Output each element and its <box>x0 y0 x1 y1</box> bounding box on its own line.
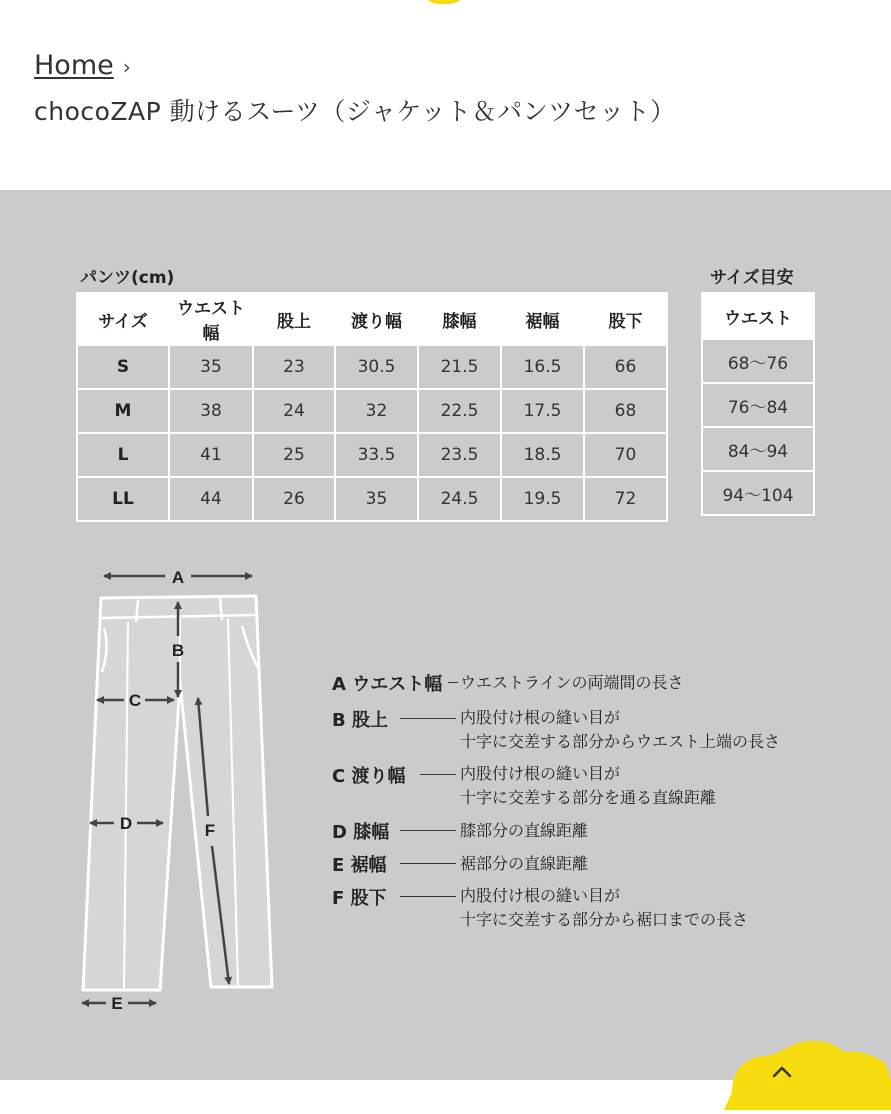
chevron-up-icon <box>724 1030 891 1110</box>
table-cell: 30.5 <box>335 345 418 389</box>
table-cell: 18.5 <box>501 433 584 477</box>
size-cell: LL <box>77 477 169 521</box>
table-cell: 22.5 <box>418 389 501 433</box>
legend-description: 裾部分の直線距離 <box>460 854 589 873</box>
legend-description <box>460 884 748 932</box>
legend-leader-line <box>420 774 456 775</box>
column-header: ウエスト幅 <box>169 293 253 345</box>
legend-description-line: 内股付け根の縫い目が <box>460 886 621 905</box>
table-cell: 19.5 <box>501 477 584 521</box>
table-cell: 23 <box>253 345 335 389</box>
table-cell: 21.5 <box>418 345 501 389</box>
table-cell: 17.5 <box>501 389 584 433</box>
table-cell: 32 <box>335 389 418 433</box>
legend-description-line: 十字に交差する部分からウエスト上端の長さ <box>460 732 781 751</box>
size-cell: L <box>77 433 169 477</box>
table-cell: 24.5 <box>418 477 501 521</box>
legend-leader-line <box>400 896 456 897</box>
table-cell: 68 <box>584 389 667 433</box>
table-cell: 35 <box>335 477 418 521</box>
legend-key: E 裾幅 <box>332 855 387 876</box>
legend-leader-line <box>400 830 456 831</box>
table-cell: 38 <box>169 389 253 433</box>
table-cell: 33.5 <box>335 433 418 477</box>
dimension-label-d: D <box>119 814 133 833</box>
table-cell: 72 <box>584 477 667 521</box>
breadcrumb-separator: › <box>122 55 131 79</box>
column-header: 裾幅 <box>501 293 584 345</box>
legend-key: D 膝幅 <box>332 822 390 843</box>
product-title: chocoZAP 動けるスーツ（ジャケット＆パンツセット） <box>34 97 676 126</box>
size-cell: S <box>77 345 169 389</box>
legend-leader-line <box>400 718 456 719</box>
table-cell: 66 <box>584 345 667 389</box>
legend-description-line: 十字に交差する部分から裾口までの長さ <box>460 910 749 929</box>
table-cell: 16.5 <box>501 345 584 389</box>
dimension-label-a: A <box>171 568 185 587</box>
size-table-caption: パンツ(cm) <box>80 268 175 288</box>
column-header: サイズ <box>77 293 169 345</box>
legend-description: 膝部分の直線距離 <box>460 821 589 840</box>
breadcrumb-home-link[interactable]: Home <box>34 50 114 81</box>
dimension-label-e: E <box>111 994 123 1013</box>
legend-key: C 渡り幅 <box>332 766 406 787</box>
column-header: ウエスト <box>702 293 814 339</box>
size-cell: M <box>77 389 169 433</box>
scroll-to-top-button[interactable] <box>724 1030 891 1110</box>
table-cell: 41 <box>169 433 253 477</box>
table-cell: 23.5 <box>418 433 501 477</box>
column-header: 膝幅 <box>418 293 501 345</box>
legend-key: B 股上 <box>332 710 388 731</box>
legend-description <box>460 762 716 810</box>
legend-leader-line <box>448 682 458 683</box>
table-cell: 24 <box>253 389 335 433</box>
legend-key: F 股下 <box>332 888 387 909</box>
dimension-label-c: C <box>128 691 142 710</box>
size-guide-caption: サイズ目安 <box>710 268 794 288</box>
legend-key: A ウエスト幅 <box>332 674 443 695</box>
table-cell: 84〜94 <box>702 427 814 471</box>
legend-description <box>460 706 780 754</box>
column-header: 渡り幅 <box>335 293 418 345</box>
table-cell: 25 <box>253 433 335 477</box>
table-cell: 94〜104 <box>702 471 814 515</box>
table-cell: 76〜84 <box>702 383 814 427</box>
legend-leader-line <box>400 863 456 864</box>
column-header: 股上 <box>253 293 335 345</box>
legend-description: ウエストラインの両端間の長さ <box>460 673 684 692</box>
table-cell: 26 <box>253 477 335 521</box>
table-cell: 44 <box>169 477 253 521</box>
legend-description-line: 十字に交差する部分を通る直線距離 <box>460 788 717 807</box>
legend-description-line: 内股付け根の縫い目が <box>460 708 621 727</box>
column-header: 股下 <box>584 293 667 345</box>
dimension-label-f: F <box>204 821 216 840</box>
dimension-label-b: B <box>171 641 185 660</box>
table-cell: 35 <box>169 345 253 389</box>
table-cell: 68〜76 <box>702 339 814 383</box>
table-cell: 70 <box>584 433 667 477</box>
legend-description-line: 内股付け根の縫い目が <box>460 764 621 783</box>
